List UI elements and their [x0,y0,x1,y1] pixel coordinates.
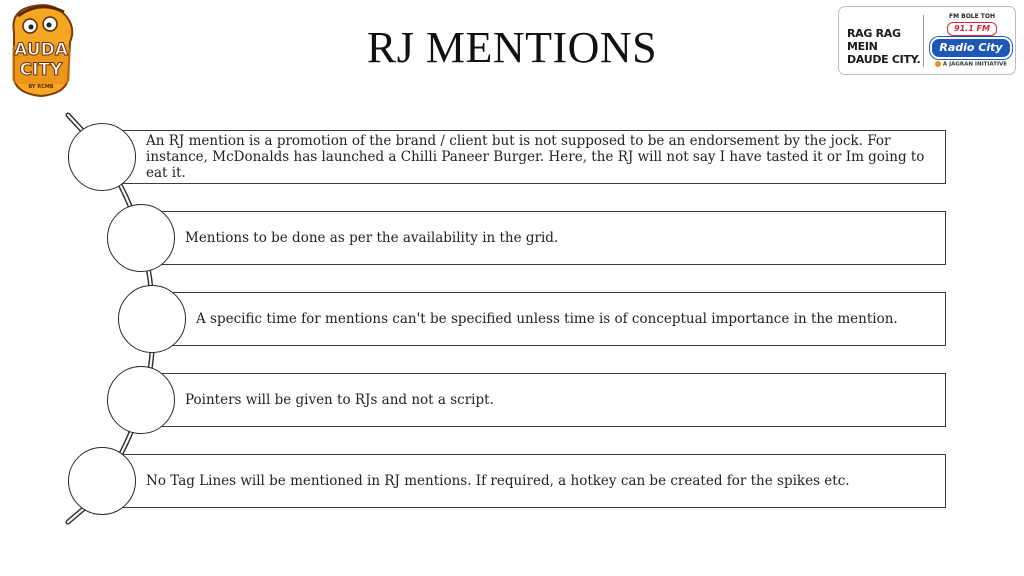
list-item-marker [68,123,136,191]
list-item-text: No Tag Lines will be mentioned in RJ mentions. If required, a hotkey can be created for the spikes etc. [146,473,850,489]
list-item-text: An RJ mention is a promotion of the brand / client but is not supposed to be an endorsement by the jock. For instance, McDonalds has launched a Chilli Paneer Burger. Here, the RJ will not say I have tasted it or Im going to eat it. [146,133,925,181]
list-item [152,292,946,346]
page-title: RJ MENTIONS [366,23,658,72]
jagran-label: A JAGRAN INITIATIVE [942,61,1008,68]
fm-bole-toh-text: FM BOLE TOH [948,13,996,20]
list-item-marker [118,285,186,353]
list-item-marker [107,204,175,272]
list-item [141,373,946,427]
list-item-text: Mentions to be done as per the availability in the grid. [185,230,559,246]
radio-city-wordmark: Radio City [930,37,1012,59]
list-item-text: A specific time for mentions can't be specified unless time is of conceptual importance in the mention. [196,311,898,327]
list-item-text: Pointers will be given to RJs and not a script. [185,392,494,408]
logo-word-city: CITY [19,60,63,80]
list-item [141,211,946,265]
list-item [102,130,946,184]
frequency-badge: 91.1 FM [947,22,997,36]
tagline-line-1: RAG RAG MEIN [847,27,901,53]
logo-word-auda: AUDA [14,40,68,60]
tagline-line-2: DAUDE CITY. [847,53,921,66]
list-item-marker [107,366,175,434]
list-item [102,454,946,508]
logo-small-text: BY RCMB [28,84,54,90]
list-item-marker [68,447,136,515]
